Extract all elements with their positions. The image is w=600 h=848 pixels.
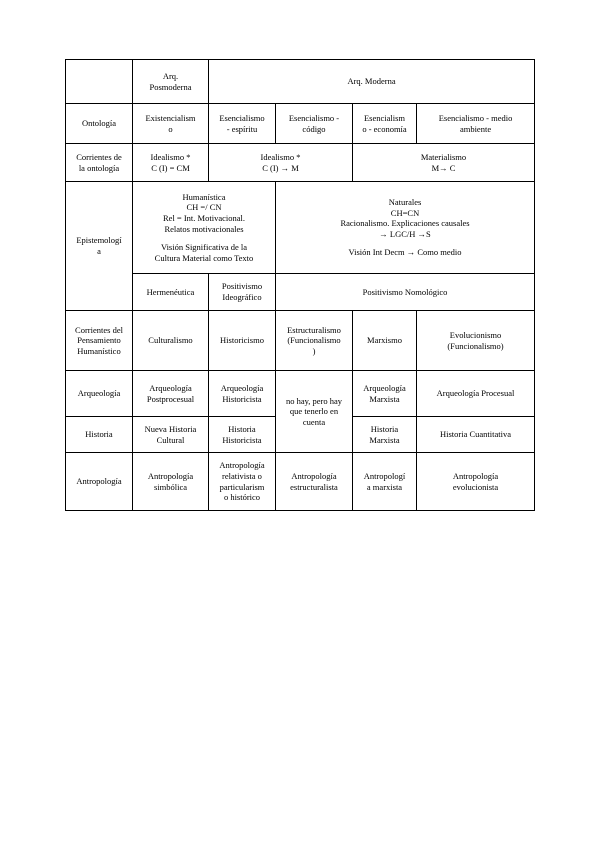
table-cell: Arqueología Marxista bbox=[353, 371, 417, 417]
table-cell: Arqueología Historicista bbox=[209, 371, 276, 417]
table-cell: Antropologí a marxista bbox=[353, 453, 417, 511]
arqueologia-row bbox=[66, 371, 535, 417]
humanistica-text: Humanística CH =/ CN Rel = Int. Motivacional. Relatos motivacionales bbox=[163, 191, 245, 234]
table-cell: Historicismo bbox=[209, 311, 276, 371]
table-cell: Positivismo Nomológico bbox=[276, 274, 535, 311]
table-cell: Idealismo * C (I) → M bbox=[209, 144, 353, 182]
table-cell: Existencialism o bbox=[133, 104, 209, 144]
epistemologia-sub-row bbox=[66, 274, 535, 311]
epistemologia-row bbox=[66, 182, 535, 274]
row-label-corrientes-pensamiento: Corrientes del Pensamiento Humanístico bbox=[66, 311, 133, 371]
comparison-table bbox=[65, 59, 535, 511]
table-cell: Positivismo Ideográfico bbox=[209, 274, 276, 311]
table-cell: Antropología estructuralista bbox=[276, 453, 353, 511]
antropologia-row bbox=[66, 453, 535, 511]
table-cell: Antropología evolucionista bbox=[417, 453, 535, 511]
humanistica-vision: Visión Significativa de la Cultura Material como Texto bbox=[154, 242, 254, 263]
corrientes-pensamiento-row bbox=[66, 311, 535, 371]
naturales-vision: Visión Int Decm → Como medio bbox=[348, 247, 462, 258]
header-row bbox=[66, 60, 535, 104]
corrientes-ontologia-row bbox=[66, 144, 535, 182]
table-cell: Esencialismo - código bbox=[276, 104, 353, 144]
table-cell: Arqueología Procesual bbox=[417, 371, 535, 417]
humanistica-cell bbox=[133, 182, 276, 274]
table-cell: Nueva Historia Cultural bbox=[133, 417, 209, 453]
table-cell: Culturalismo bbox=[133, 311, 209, 371]
table-cell: Esencialismo - espíritu bbox=[209, 104, 276, 144]
table-cell: Estructuralismo (Funcionalismo ) bbox=[276, 311, 353, 371]
row-label-historia: Historia bbox=[66, 417, 133, 453]
table-cell: Materialismo M→ C bbox=[353, 144, 535, 182]
row-label-corrientes-ontologia: Corrientes de la ontología bbox=[66, 144, 133, 182]
table-cell: Marxismo bbox=[353, 311, 417, 371]
corner-cell bbox=[66, 60, 133, 104]
arq-posmoderna-header: Arq. Posmoderna bbox=[133, 60, 209, 104]
table-cell: Antropología relativista o particularism o histórico bbox=[209, 453, 276, 511]
arq-moderna-header: Arq. Moderna bbox=[209, 60, 535, 104]
row-label-ontologia: Ontología bbox=[66, 104, 133, 144]
row-label-antropologia: Antropología bbox=[66, 453, 133, 511]
table-cell: Historia Marxista bbox=[353, 417, 417, 453]
table-cell: Esencialismo - medio ambiente bbox=[417, 104, 535, 144]
naturales-cell bbox=[276, 182, 535, 274]
ontologia-row bbox=[66, 104, 535, 144]
row-label-epistemologia: Epistemologí a bbox=[66, 182, 133, 311]
naturales-text: Naturales CH=CN Racionalismo. Explicaciones causales → LGC/H →S bbox=[340, 196, 470, 239]
row-label-arqueologia: Arqueología bbox=[66, 371, 133, 417]
merged-note-cell: no hay, pero hay que tenerlo en cuenta bbox=[276, 371, 353, 453]
table-cell: Historia Historicista bbox=[209, 417, 276, 453]
table-cell: Arqueología Postprocesual bbox=[133, 371, 209, 417]
table-cell: Idealismo * C (I) = CM bbox=[133, 144, 209, 182]
table-cell: Esencialism o - economía bbox=[353, 104, 417, 144]
table-cell: Antropología simbólica bbox=[133, 453, 209, 511]
table-cell: Hermenéutica bbox=[133, 274, 209, 311]
table-cell: Evolucionismo (Funcionalismo) bbox=[417, 311, 535, 371]
table-cell: Historia Cuantitativa bbox=[417, 417, 535, 453]
